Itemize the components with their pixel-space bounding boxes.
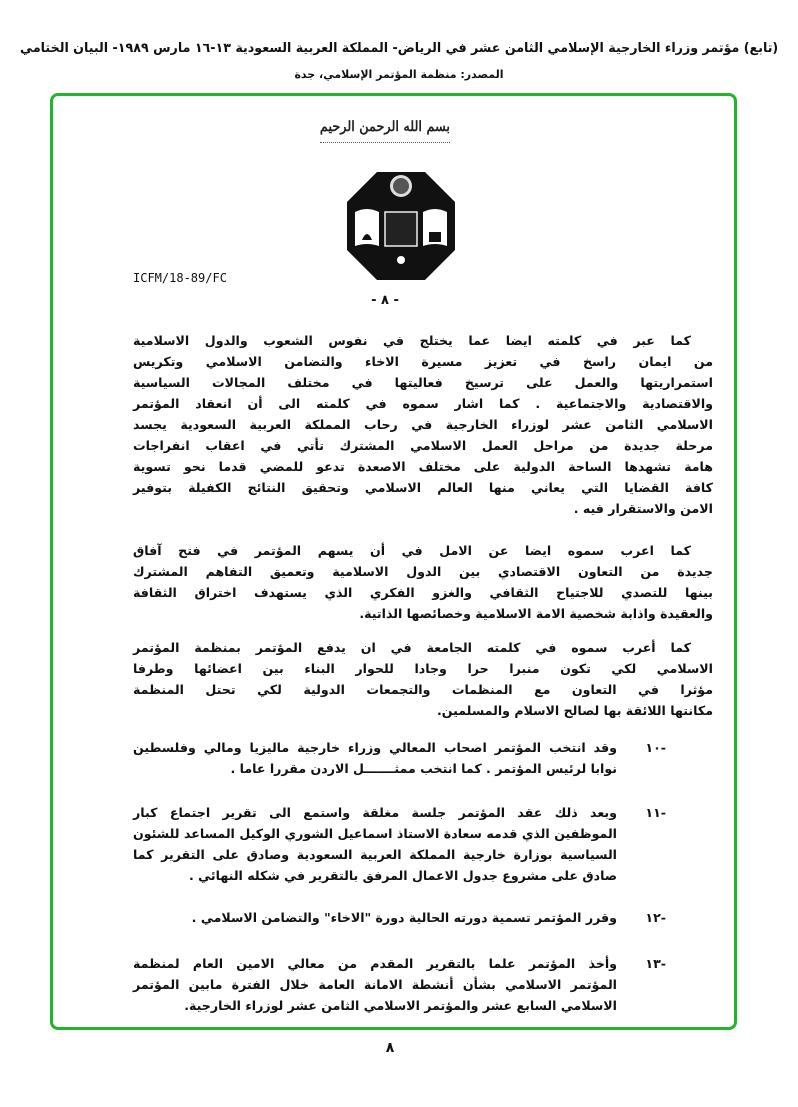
document-header-title <box>20 40 778 58</box>
text-line: الاسلامي السابع عشر والمؤتمر الاسلامي الثامن عشر لوزراء الخارجية. <box>184 998 617 1013</box>
document-source: المصدر: منظمة المؤتمر الإسلامي، جدة <box>294 68 504 81</box>
numbered-item <box>133 907 617 928</box>
text-line: الامن والاستقرار فيه . <box>573 501 713 516</box>
text-line: الاسلامي لكي تكون منبرا حرا وجادا للحوار البناء بين اعضائها وطرفا <box>133 661 713 676</box>
page-marker: - ٨ - <box>371 293 399 308</box>
footer-page-number: ٨ <box>385 1040 395 1056</box>
text-line: مكانتها اللائقة بها لصالح الاسلام والمسلمين. <box>436 703 713 718</box>
paragraph <box>133 540 713 624</box>
numbered-item <box>133 737 617 779</box>
text-line: وأخذ المؤتمر علما بالتقرير المقدم من معالي الامين العام لمنظمة <box>133 956 617 971</box>
text-line: الموظفين الذي قدمه سعادة الاستاذ اسماعيل الشوري الوكيل المساعد للشئون <box>133 826 617 841</box>
document-reference: ICFM/18-89/FC <box>133 271 227 285</box>
text-line: وقد انتخب المؤتمر اصحاب المعالي وزراء خارجية ماليزيا ومالي وفلسطين <box>133 740 617 755</box>
text-line: نوابا لرئيس المؤتمر . كما انتخب ممثـــــــل الاردن مقررا عاما . <box>230 761 617 776</box>
text-line: كما اعرب سموه ايضا عن الامل في أن يسهم المؤتمر في فتح آفاق <box>133 543 691 558</box>
numbered-item <box>133 802 617 886</box>
text-line: السياسية بوزارة خارجية المملكة العربية السعودية وصادق على التقرير كما <box>133 847 617 862</box>
item-number: -١١ <box>645 805 666 820</box>
basmala-calligraphy <box>320 112 450 143</box>
item-number: -١٣ <box>645 956 666 971</box>
item-number: -١٢ <box>645 910 666 925</box>
text-line: وبعد ذلك عقد المؤتمر جلسة مغلقة واستمع الى تقرير اجتماع كبار <box>133 805 617 820</box>
item-number: -١٠ <box>645 740 666 755</box>
text-line: كما عبر في كلمته ايضا عما يختلج في نفوس الشعوب والدول الاسلامية <box>133 333 691 348</box>
text-line: والاقتصادية والاجتماعية . كما اشار سموه في كلمته الى أن انعقاد المؤتمر <box>133 396 713 411</box>
text-line-content: بسم الله الرحمن الرحيم <box>319 119 450 135</box>
text-line: بينها للتصدي للاجتياح الثقافي والغزو الفكري الذي يستهدف اختراق الثقافة <box>133 585 713 600</box>
text-line: جديدة من التعاون الاقتصادي بين الدول الاسلامية وتعميق التفاهم المشترك <box>133 564 713 579</box>
text-line: مؤثرا في التعاون مع المنظمات والتجمعات الدولية لكي تحتل المنظمة <box>133 682 713 697</box>
paragraph <box>133 330 713 519</box>
paragraph <box>133 637 713 721</box>
text-line: الاسلامي الثامن عشر لوزراء الخارجية في رحاب المملكة العربية السعودية يجسد <box>133 417 713 432</box>
text-line-content: (تابع) مؤتمر وزراء الخارجية الإسلامي الثامن عشر في الرياض- المملكة العربية السعودية ١٣-١٦ مارس ١٩٨٩- البيان الختامي <box>19 41 778 56</box>
numbered-item <box>133 953 617 1016</box>
text-line: مرحلة جديدة من مراحل العمل الاسلامي المشترك تأتي في اعقاب انفراجات <box>133 438 713 453</box>
text-line: وقرر المؤتمر تسمية دورته الحالية دورة "الاخاء" والتضامن الاسلامي . <box>191 910 617 925</box>
text-line: كافة القضايا التي يعاني منها العالم الاسلامي وتحقيق النتائج الكفيلة بتوفير <box>133 480 713 495</box>
oic-emblem-logo <box>345 170 457 282</box>
text-line: هامة تشهدها الساحة الدولية على مختلف الاصعدة تدعو للمضي قدما نحو تسوية <box>133 459 713 474</box>
text-line: صادق على مشروع جدول الاعمال المرفق بالتقرير في شكله النهائي . <box>189 868 617 883</box>
text-line: والعقيدة واذابة شخصية الامة الاسلامية وخصائصها الذاتية. <box>359 606 713 621</box>
text-line: المؤتمر الاسلامي بشأن أنشطة الامانة العامة خلال الفترة مابين المؤتمر <box>133 977 617 992</box>
text-line: من ايمان راسخ في تعزيز مسيرة الاخاء والتضامن الاسلامي وتكريس <box>133 354 713 369</box>
text-line: استمراريتها والعمل على ترسيخ فعاليتها في مختلف المجالات السياسية <box>133 375 713 390</box>
text-line: كما أعرب سموه في كلمته الجامعة في ان يدفع المؤتمر بمنظمة المؤتمر <box>133 640 691 655</box>
